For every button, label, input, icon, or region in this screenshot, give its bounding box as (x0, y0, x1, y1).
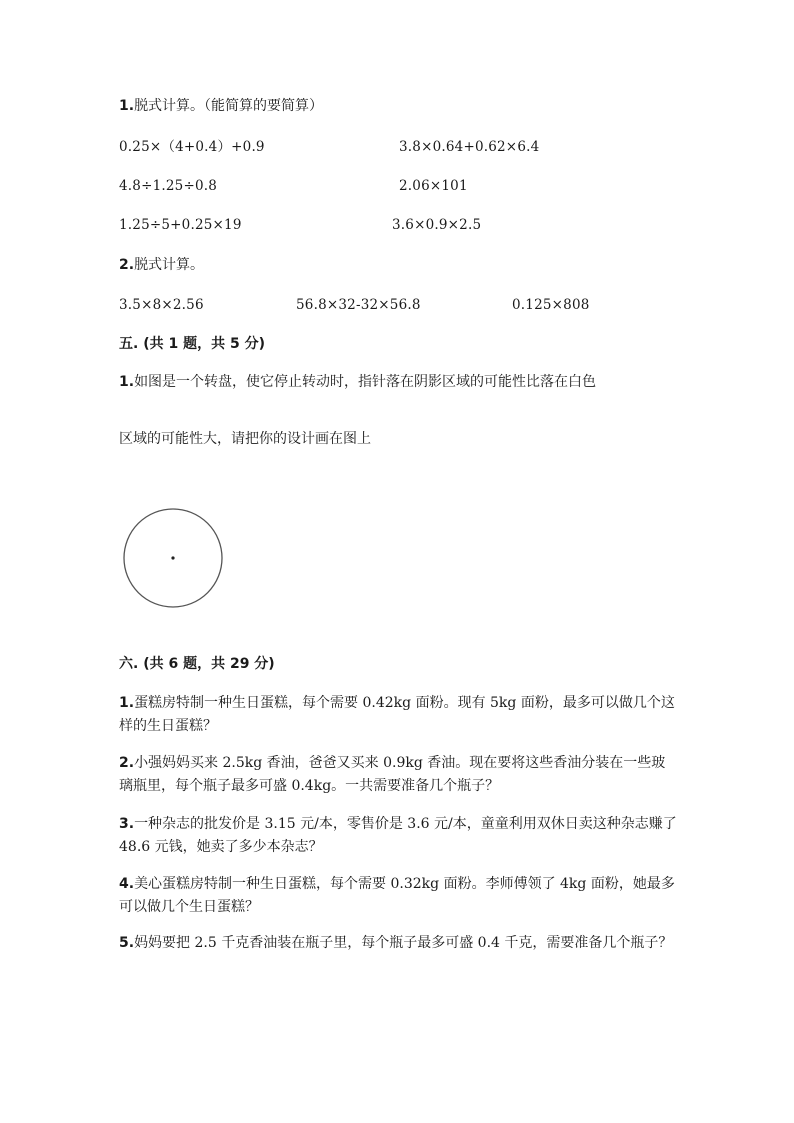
question-compute-2 (119, 256, 204, 274)
question-text: 一种杂志的批发价是 3.15 元/本，零售价是 3.6 元/本，童童利用双休日卖这种杂志赚了 48.6 元钱，她卖了多少本杂志？ (119, 816, 677, 855)
expression: 0.25×（4+0.4）+0.9 (119, 139, 265, 155)
question-number: 4. (119, 876, 135, 892)
word-problem-2 (119, 752, 679, 798)
question-number: 2. (119, 257, 135, 273)
expression: 0.125×808 (512, 297, 590, 313)
section-heading-6: 六. (共 6 题，共 29 分) (119, 656, 275, 672)
question-number: 5. (119, 935, 135, 951)
word-problem-5 (119, 932, 679, 955)
question-spinner-line2: 区域的可能性大，请把你的设计画在图上 (119, 431, 371, 447)
expression: 4.8÷1.25÷0.8 (119, 178, 218, 194)
word-problem-1 (119, 692, 679, 738)
question-text: 如图是一个转盘，使它停止转动时，指针落在阴影区域的可能性比落在白色 (134, 374, 597, 390)
expression: 3.6×0.9×2.5 (392, 217, 482, 233)
spinner-circle-figure[interactable] (121, 506, 225, 610)
question-text: 妈妈要把 2.5 千克香油装在瓶子里，每个瓶子最多可盛 0.4 千克，需要准备几个瓶子？ (134, 935, 673, 951)
question-compute-1 (119, 97, 323, 115)
word-problem-3 (119, 813, 679, 859)
expression: 56.8×32-32×56.8 (296, 297, 421, 313)
question-text: 小强妈妈买来 2.5kg 香油，爸爸又买来 0.9kg 香油。现在要将这些香油分装在一些玻璃瓶里，每个瓶子最多可盛 0.4kg。一共需要准备几个瓶子？ (119, 755, 666, 794)
question-text: 蛋糕房特制一种生日蛋糕，每个需要 0.42kg 面粉。现有 5kg 面粉，最多可以做几个这样的生日蛋糕？ (119, 695, 675, 734)
expression: 3.5×8×2.56 (119, 297, 204, 313)
section-heading-5: 五. (共 1 题，共 5 分) (119, 336, 265, 352)
question-number: 1. (119, 695, 135, 711)
question-number: 1. (119, 374, 135, 390)
question-number: 1. (119, 98, 135, 114)
expression: 1.25÷5+0.25×19 (119, 217, 242, 233)
question-text: 脱式计算。 (134, 257, 205, 273)
question-number: 3. (119, 816, 135, 832)
expression: 2.06×101 (399, 178, 468, 194)
word-problem-4 (119, 873, 679, 919)
question-text: 脱式计算。（能简算的要简算） (134, 98, 324, 114)
question-number: 2. (119, 755, 135, 771)
question-text: 美心蛋糕房特制一种生日蛋糕，每个需要 0.32kg 面粉。李师傅领了 4kg 面粉，她最多可以做几个生日蛋糕？ (119, 876, 675, 915)
question-spinner-line1 (119, 373, 596, 391)
expression: 3.8×0.64+0.62×6.4 (399, 139, 540, 155)
